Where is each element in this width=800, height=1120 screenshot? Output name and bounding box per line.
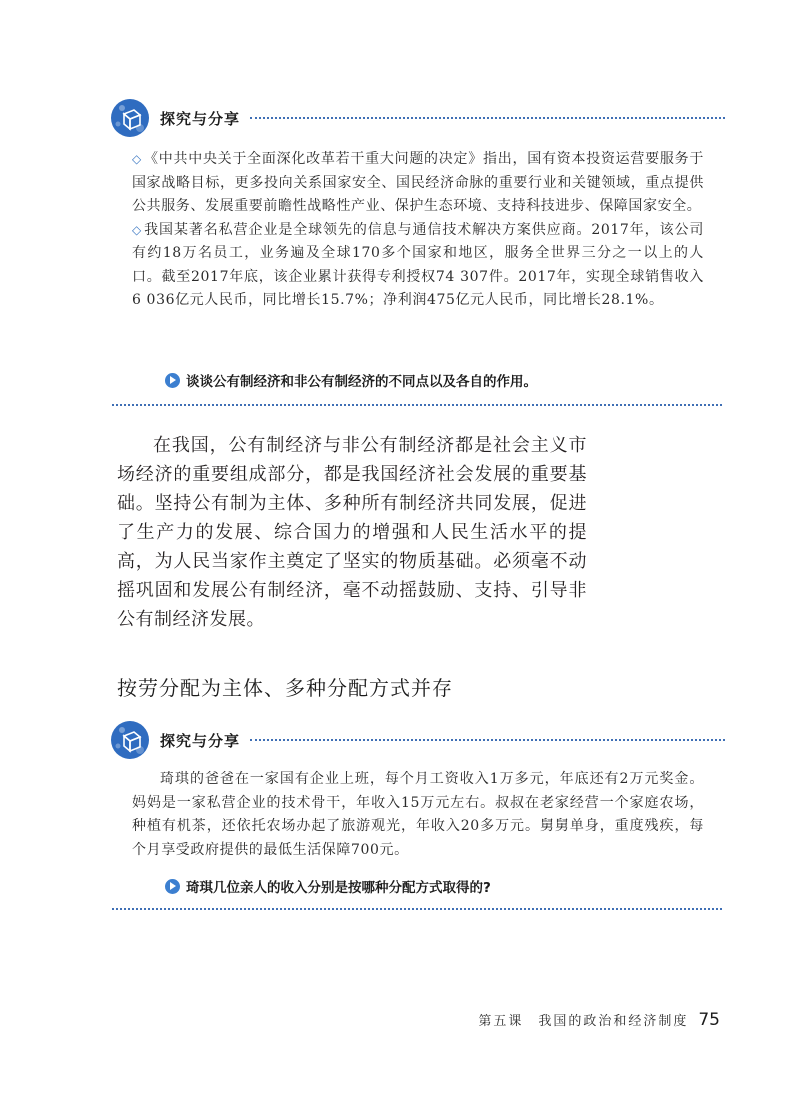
main-paragraph: 在我国，公有制经济与非公有制经济都是社会主义市场经济的重要组成部分，都是我国经济社会发展的重要基础。坚持公有制为主体、多种所有制经济共同发展，促进了生产力的发展、综合国力的增强和人民生活水平的提高，为人民当家作主奠定了坚实的物质基础。必须毫不动摇巩固和发展公有制经济，毫不动摇鼓励、支持、引导非公有制经济发展。	[117, 435, 587, 630]
cube-globe-icon	[110, 98, 150, 138]
page-number: 75	[698, 1010, 720, 1030]
dotted-rule	[250, 117, 725, 119]
page-footer	[478, 1010, 720, 1030]
box-title: 探究与分享	[160, 732, 241, 750]
diamond-icon: ◇	[132, 222, 143, 237]
chapter-title: 第五课 我国的政治和经济制度	[478, 1014, 689, 1029]
dotted-rule	[250, 739, 725, 741]
case-paragraph: ◇ 我国某著名私营企业是全球领先的信息与通信技术解决方案供应商。2017年，该公司有约18万名员工，业务遍及全球170多个国家和地区，服务全世界三分之一以上的人口。截至2017年底，该企业累计获得专利授权74 307件。2017年，实现全球销售收入6 036亿元人民币，同比增长15.7%；净利润475亿元人民币，同比增长28.1%。	[132, 221, 704, 308]
case-text-1	[132, 148, 704, 313]
explore-share-header-2	[110, 720, 725, 760]
discussion-question-2: 琦琪几位亲人的收入分别是按哪种分配方式取得的?	[165, 876, 491, 896]
box-bottom-rule	[112, 908, 722, 910]
box-bottom-rule	[112, 404, 722, 406]
case-text-2	[132, 768, 704, 862]
play-arrow-icon	[165, 879, 180, 894]
diamond-icon: ◇	[132, 152, 142, 166]
explore-share-header-1	[110, 98, 725, 138]
case-paragraph: 琦琪的爸爸在一家国有企业上班，每个月工资收入1万多元，年底还有2万元奖金。妈妈是一家私营企业的技术骨干，年收入15万元左右。叔叔在老家经营一个家庭农场，种植有机茶，还依托农场办起了旅游观光，年收入20多万元。舅舅单身，重度残疾，每个月享受政府提供的最低生活保障700元。	[132, 771, 704, 858]
play-arrow-icon	[165, 373, 180, 388]
cube-globe-icon	[110, 720, 150, 760]
case-paragraph: ◇ 《中共中央关于全面深化改革若干重大问题的决定》指出，国有资本投资运营要服务于国家战略目标，更多投向关系国家安全、国民经济命脉的重要行业和关键领域，重点提供公共服务、发展重要前瞻性战略性产业、保护生态环境、支持科技进步、保障国家安全。	[132, 151, 704, 214]
section-title: 按劳分配为主体、多种分配方式并存	[117, 676, 453, 700]
box-title: 探究与分享	[160, 110, 241, 128]
discussion-question-1: 谈谈公有制经济和非公有制经济的不同点以及各自的作用。	[165, 370, 537, 390]
